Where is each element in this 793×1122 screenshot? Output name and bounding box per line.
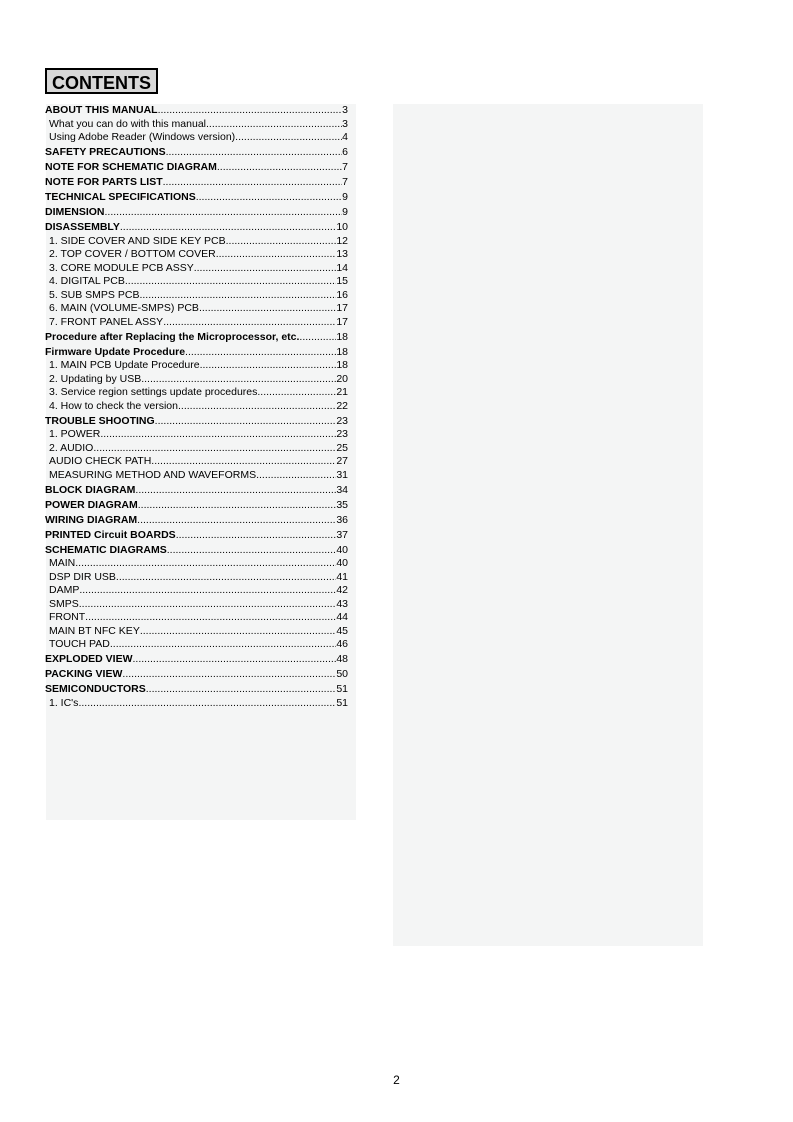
toc-section-entry[interactable] xyxy=(45,331,348,345)
toc-entry-page: 22 xyxy=(336,399,348,412)
toc-leader-dots xyxy=(125,275,336,289)
toc-leader-dots xyxy=(185,346,336,360)
toc-entry-label: TECHNICAL SPECIFICATIONS xyxy=(45,191,196,203)
toc-entry-label: DAMP xyxy=(49,584,80,596)
toc-entry-label: 3. CORE MODULE PCB ASSY xyxy=(49,261,194,274)
toc-leader-dots xyxy=(299,331,336,345)
toc-leader-dots xyxy=(138,499,337,513)
toc-leader-dots xyxy=(196,191,342,205)
toc-entry-page: 7 xyxy=(342,161,348,173)
toc-section-entry[interactable] xyxy=(45,544,348,558)
toc-leader-dots xyxy=(137,514,336,528)
toc-leader-dots xyxy=(140,625,336,639)
toc-leader-dots xyxy=(200,359,337,373)
toc-section-entry[interactable] xyxy=(45,161,348,175)
toc-leader-dots xyxy=(163,316,336,330)
toc-leader-dots xyxy=(110,638,336,652)
toc-leader-dots xyxy=(155,415,337,429)
toc-entry-page: 18 xyxy=(336,359,348,371)
toc-entry-page: 27 xyxy=(336,455,348,467)
toc-entry-page: 21 xyxy=(336,386,348,398)
toc-subsection-entry[interactable] xyxy=(45,275,348,289)
toc-subsection-entry[interactable] xyxy=(45,289,348,303)
toc-leader-dots xyxy=(163,176,343,190)
toc-entry-label: 4. DIGITAL PCB xyxy=(49,275,125,287)
toc-section-entry[interactable] xyxy=(45,499,348,513)
toc-leader-dots xyxy=(151,455,336,469)
toc-leader-dots xyxy=(120,221,336,235)
toc-leader-dots xyxy=(257,386,336,400)
toc-entry-page: 3 xyxy=(342,117,348,130)
page-title: CONTENTS xyxy=(45,68,158,94)
toc-entry-label: FRONT xyxy=(49,611,86,623)
toc-entry-page: 20 xyxy=(336,372,348,385)
toc-leader-dots xyxy=(93,442,336,456)
toc-leader-dots xyxy=(216,248,337,262)
toc-entry-page: 23 xyxy=(336,428,348,440)
toc-entry-label: WIRING DIAGRAM xyxy=(45,513,138,526)
toc-subsection-entry[interactable] xyxy=(45,638,348,652)
toc-section-entry[interactable] xyxy=(45,176,348,190)
toc-entry-label: EXPLODED VIEW xyxy=(45,653,133,665)
toc-leader-dots xyxy=(256,469,336,483)
toc-leader-dots xyxy=(122,668,336,682)
toc-section-entry[interactable] xyxy=(45,683,348,697)
toc-entry-label: 3. Service region settings update procedures xyxy=(49,386,258,398)
toc-entry-page: 9 xyxy=(342,206,348,218)
toc-leader-dots xyxy=(235,131,342,145)
toc-entry-label: Procedure after Replacing the Microprocessor, etc. xyxy=(45,330,300,343)
toc-entry-page: 46 xyxy=(336,638,348,650)
toc-subsection-entry[interactable] xyxy=(45,469,348,483)
toc-subsection-entry[interactable] xyxy=(45,359,348,373)
toc-entry-page: 40 xyxy=(336,543,348,556)
toc-entry-label: TROUBLE SHOOTING xyxy=(45,414,155,427)
toc-entry-page: 12 xyxy=(336,234,348,247)
toc-subsection-entry[interactable] xyxy=(45,571,348,585)
toc-leader-dots xyxy=(141,373,336,387)
toc-entry-page: 40 xyxy=(336,557,348,569)
toc-entry-page: 44 xyxy=(336,611,348,623)
toc-subsection-entry[interactable] xyxy=(45,584,348,598)
toc-entry-page: 17 xyxy=(336,315,348,328)
toc-section-entry[interactable] xyxy=(45,221,348,235)
toc-entry-label: 7. FRONT PANEL ASSY xyxy=(49,315,164,328)
table-of-contents xyxy=(45,104,348,710)
toc-entry-page: 34 xyxy=(336,483,348,496)
toc-entry-page: 45 xyxy=(336,624,348,637)
toc-section-entry[interactable] xyxy=(45,484,348,498)
toc-entry-page: 18 xyxy=(336,345,348,358)
toc-section-entry[interactable] xyxy=(45,653,348,667)
toc-entry-page: 17 xyxy=(336,302,348,314)
toc-entry-label: 2. AUDIO xyxy=(49,441,94,454)
toc-section-entry[interactable] xyxy=(45,206,348,220)
toc-entry-page: 51 xyxy=(336,696,348,709)
toc-leader-dots xyxy=(166,146,343,160)
toc-subsection-entry[interactable] xyxy=(45,625,348,639)
toc-section-entry[interactable] xyxy=(45,191,348,205)
toc-entry-page: 43 xyxy=(336,597,348,610)
toc-subsection-entry[interactable] xyxy=(45,598,348,612)
toc-entry-label: SMPS xyxy=(49,597,79,610)
toc-entry-label: NOTE FOR PARTS LIST xyxy=(45,176,163,188)
toc-entry-label: 1. IC's xyxy=(49,696,79,709)
toc-entry-label: DISASSEMBLY xyxy=(45,221,120,233)
toc-entry-label: 4. How to check the version xyxy=(49,399,178,412)
toc-entry-label: 5. SUB SMPS PCB xyxy=(49,288,140,301)
toc-entry-label: DSP DIR USB xyxy=(49,570,116,583)
toc-entry-label: 2. TOP COVER / BOTTOM COVER xyxy=(49,248,216,260)
toc-entry-label: DIMENSION xyxy=(45,206,105,218)
toc-leader-dots xyxy=(79,584,336,598)
toc-entry-page: 41 xyxy=(336,570,348,583)
toc-section-entry[interactable] xyxy=(45,529,348,543)
toc-entry-label: TOUCH PAD xyxy=(49,638,110,650)
toc-subsection-entry[interactable] xyxy=(45,386,348,400)
toc-entry-label: ABOUT THIS MANUAL xyxy=(45,104,158,116)
toc-leader-dots xyxy=(178,400,336,414)
toc-leader-dots xyxy=(79,598,337,612)
toc-entry-page: 35 xyxy=(336,498,348,511)
toc-section-entry[interactable] xyxy=(45,104,348,118)
toc-subsection-entry[interactable] xyxy=(45,302,348,316)
toc-entry-page: 31 xyxy=(336,468,348,481)
toc-entry-page: 23 xyxy=(336,414,348,427)
toc-leader-dots xyxy=(78,697,336,711)
toc-entry-label: MAIN xyxy=(49,557,76,569)
toc-leader-dots xyxy=(194,262,337,276)
toc-section-entry[interactable] xyxy=(45,415,348,429)
toc-entry-label: 6. MAIN (VOLUME-SMPS) PCB xyxy=(49,302,199,314)
toc-leader-dots xyxy=(158,104,343,118)
toc-leader-dots xyxy=(75,557,336,571)
toc-section-entry[interactable] xyxy=(45,146,348,160)
toc-subsection-entry[interactable] xyxy=(45,442,348,456)
toc-entry-label: POWER DIAGRAM xyxy=(45,498,138,511)
toc-entry-page: 51 xyxy=(336,683,348,695)
toc-entry-page: 36 xyxy=(336,513,348,526)
toc-entry-page: 3 xyxy=(342,104,348,116)
toc-entry-page: 48 xyxy=(336,653,348,665)
right-column-panel xyxy=(393,104,703,946)
toc-leader-dots xyxy=(199,302,336,316)
toc-entry-label: 1. POWER xyxy=(49,428,101,440)
toc-entry-page: 6 xyxy=(342,146,348,158)
toc-entry-label: SCHEMATIC DIAGRAMS xyxy=(45,543,167,556)
toc-entry-page: 18 xyxy=(336,330,348,343)
toc-entry-label: PRINTED Circuit BOARDS xyxy=(45,528,176,541)
toc-entry-page: 15 xyxy=(336,275,348,287)
toc-entry-page: 7 xyxy=(342,176,348,188)
toc-entry-label: 1. SIDE COVER AND SIDE KEY PCB xyxy=(49,234,226,247)
toc-leader-dots xyxy=(85,611,336,625)
toc-entry-page: 25 xyxy=(336,441,348,454)
toc-leader-dots xyxy=(217,161,342,175)
toc-subsection-entry[interactable] xyxy=(45,373,348,387)
toc-section-entry[interactable] xyxy=(45,668,348,682)
toc-entry-page: 42 xyxy=(336,584,348,596)
toc-leader-dots xyxy=(116,571,336,585)
toc-subsection-entry[interactable] xyxy=(45,455,348,469)
toc-leader-dots xyxy=(139,289,336,303)
toc-subsection-entry[interactable] xyxy=(45,697,348,711)
toc-leader-dots xyxy=(100,428,336,442)
toc-subsection-entry[interactable] xyxy=(45,131,348,145)
toc-leader-dots xyxy=(206,118,342,132)
toc-section-entry[interactable] xyxy=(45,514,348,528)
toc-leader-dots xyxy=(133,653,337,667)
toc-entry-label: MAIN BT NFC KEY xyxy=(49,624,140,637)
toc-leader-dots xyxy=(176,529,337,543)
toc-subsection-entry[interactable] xyxy=(45,235,348,249)
toc-subsection-entry[interactable] xyxy=(45,248,348,262)
toc-entry-label: Using Adobe Reader (Windows version) xyxy=(49,131,236,143)
toc-entry-page: 14 xyxy=(336,261,348,274)
toc-entry-label: MEASURING METHOD AND WAVEFORMS xyxy=(49,468,257,481)
toc-entry-label: NOTE FOR SCHEMATIC DIAGRAM xyxy=(45,161,217,173)
toc-entry-page: 13 xyxy=(336,248,348,260)
toc-leader-dots xyxy=(146,683,337,697)
toc-entry-page: 50 xyxy=(336,668,348,680)
toc-entry-page: 16 xyxy=(336,288,348,301)
toc-entry-page: 10 xyxy=(336,221,348,233)
toc-leader-dots xyxy=(135,484,336,498)
toc-leader-dots xyxy=(167,544,337,558)
toc-entry-page: 37 xyxy=(336,528,348,541)
toc-subsection-entry[interactable] xyxy=(45,400,348,414)
toc-subsection-entry[interactable] xyxy=(45,316,348,330)
toc-entry-label: 1. MAIN PCB Update Procedure xyxy=(49,359,200,371)
toc-leader-dots xyxy=(226,235,337,249)
toc-subsection-entry[interactable] xyxy=(45,557,348,571)
toc-subsection-entry[interactable] xyxy=(45,262,348,276)
toc-entry-label: 2. Updating by USB xyxy=(49,372,142,385)
toc-subsection-entry[interactable] xyxy=(45,611,348,625)
page-number: 2 xyxy=(393,1073,400,1087)
toc-entry-label: SEMICONDUCTORS xyxy=(45,683,146,695)
toc-leader-dots xyxy=(105,206,343,220)
toc-subsection-entry[interactable] xyxy=(45,428,348,442)
toc-entry-label: SAFETY PRECAUTIONS xyxy=(45,146,166,158)
toc-entry-label: What you can do with this manual xyxy=(49,117,206,130)
toc-entry-label: Firmware Update Procedure xyxy=(45,345,186,358)
toc-entry-label: BLOCK DIAGRAM xyxy=(45,483,136,496)
toc-entry-label: AUDIO CHECK PATH xyxy=(49,455,152,467)
toc-entry-page: 4 xyxy=(342,131,348,143)
toc-entry-page: 9 xyxy=(342,191,348,203)
toc-entry-label: PACKING VIEW xyxy=(45,668,123,680)
toc-section-entry[interactable] xyxy=(45,346,348,360)
toc-subsection-entry[interactable] xyxy=(45,118,348,132)
